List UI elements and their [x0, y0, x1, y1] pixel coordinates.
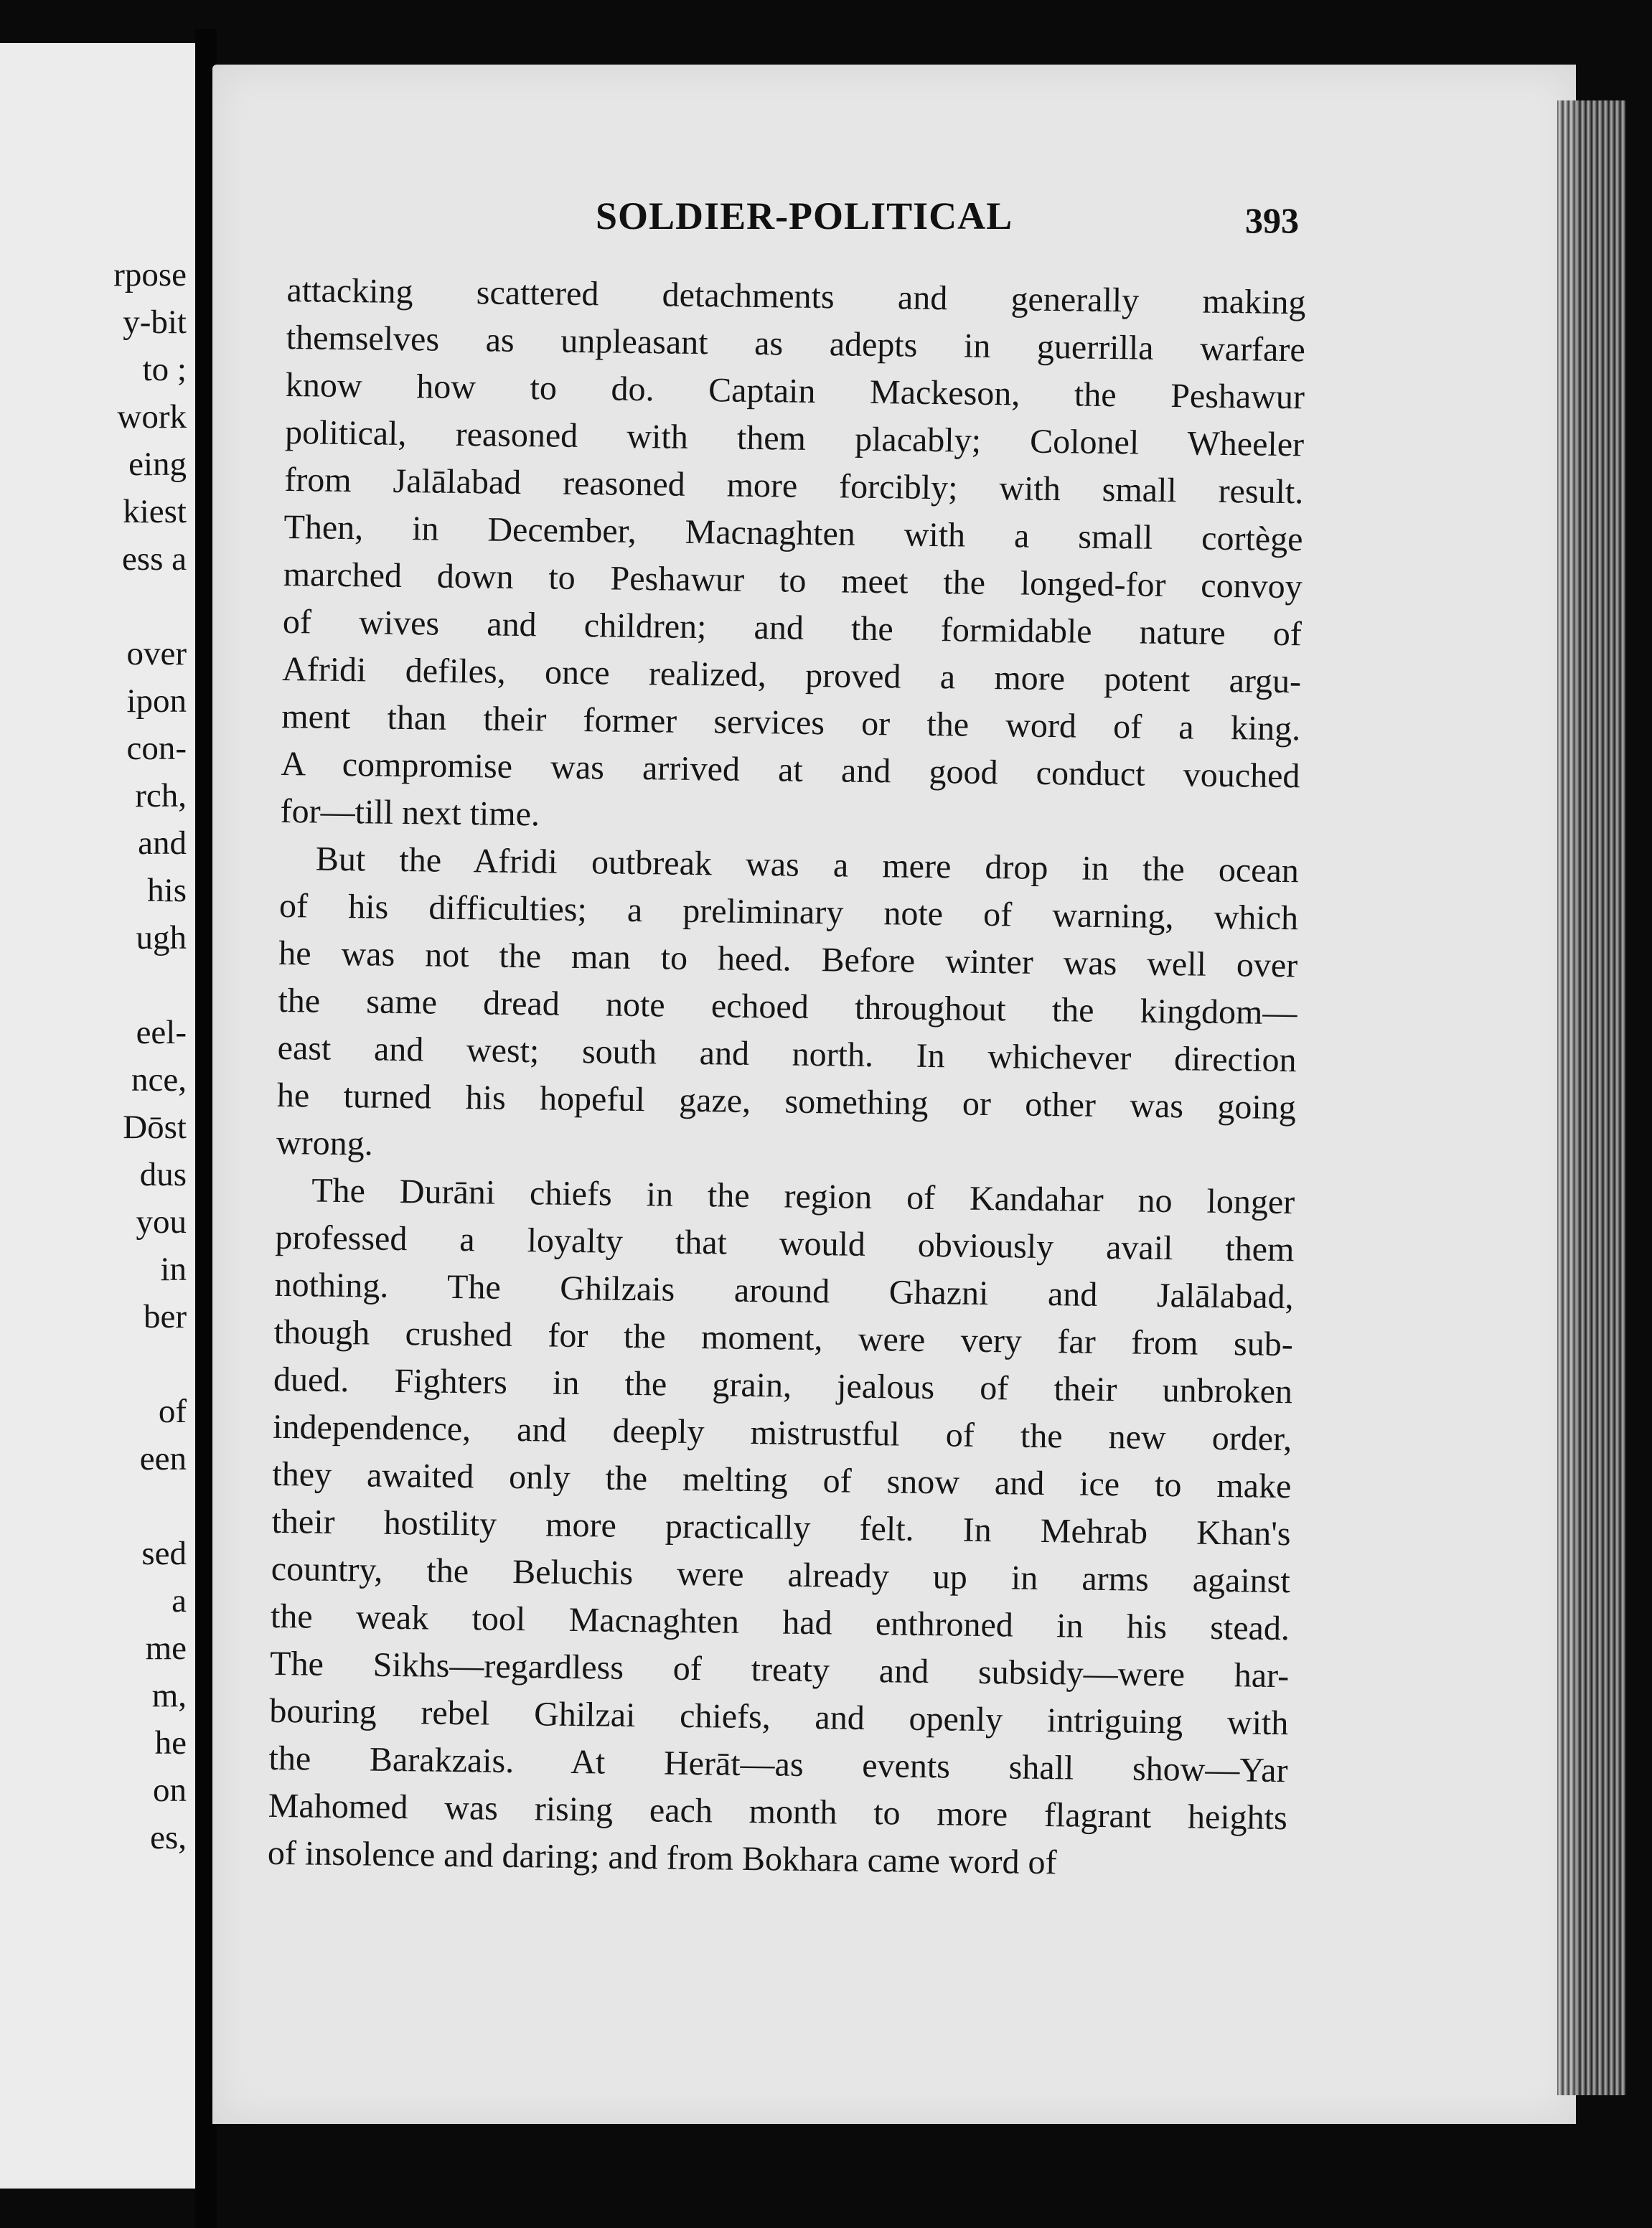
left-page-fragment [113, 1340, 187, 1388]
text-line: professed a loyalty that would obviously avail them [275, 1218, 1295, 1269]
left-page-fragment: nce, [131, 1061, 187, 1099]
left-page-fragment: y-bit [123, 304, 187, 341]
left-page-fragment: m, [151, 1677, 187, 1714]
text-line: their hostility more practically felt. In Mehrab Khan's [271, 1502, 1291, 1554]
paragraph [280, 267, 1306, 847]
left-page-fragment: rpose [113, 256, 187, 293]
text-line: ment than their former services or the word of a king. [281, 697, 1301, 748]
left-page-fragment: es, [150, 1819, 187, 1856]
left-page-fragment: you [136, 1203, 187, 1241]
left-page-fragment [113, 962, 187, 1009]
left-page-fragment: een [139, 1440, 187, 1477]
text-line: A compromise was arrived at and good conduct vouched [281, 744, 1300, 796]
page-number: 393 [1245, 200, 1299, 240]
text-line: he was not the man to heed. Before winter was well over [278, 934, 1298, 985]
left-page-fragment: Dōst [123, 1109, 187, 1146]
left-page-text-fragments [113, 251, 187, 1861]
text-line: of his difficulties; a preliminary note of warning, which [278, 886, 1299, 938]
text-line: for—till next time. [280, 791, 540, 834]
text-line: The Durāni chiefs in the region of Kandahar no longer [311, 1171, 1295, 1222]
left-page-fragment: rch, [135, 777, 187, 814]
text-line: the Barakzais. At Herāt—as events shall show—Yar [268, 1739, 1288, 1790]
text-line: bouring rebel Ghilzai chiefs, and openly intriguing with [269, 1691, 1289, 1743]
left-page-fragment: work [117, 398, 187, 436]
text-line: But the Afridi outbreak was a mere drop in the ocean [315, 840, 1300, 890]
paragraph [276, 835, 1300, 1179]
text-line: though crushed for the moment, were very far from sub- [273, 1312, 1294, 1364]
text-line: the same dread note echoed throughout the kingdom— [278, 981, 1297, 1033]
text-line: the weak tool Macnaghten had enthroned in his stead. [270, 1597, 1290, 1648]
left-page-fragment: ugh [136, 919, 187, 956]
text-line: east and west; south and north. In whichever direction [277, 1028, 1297, 1080]
left-page-fragment [113, 1482, 187, 1530]
text-line: he turned his hopeful gaze, something or other was going [276, 1076, 1297, 1127]
left-page-fragment: over [126, 635, 187, 672]
left-page-fragment: ipon [126, 682, 187, 720]
left-page-fragment: and [138, 824, 187, 862]
text-line: nothing. The Ghilzais around Ghazni and Jalālabad, [274, 1265, 1294, 1317]
left-page-fragment: his [147, 872, 187, 909]
text-line: political, reasoned with them placably; Colonel Wheeler [284, 413, 1305, 464]
left-page [0, 43, 195, 2189]
left-page-fragment: ess a [121, 540, 187, 578]
text-line: of wives and children; and the formidable nature of [282, 602, 1303, 654]
text-line: Afridi defiles, once realized, proved a more potent argu- [281, 649, 1302, 701]
left-page-fragment [113, 583, 187, 630]
left-page-fragment: to ; [142, 351, 187, 388]
left-page-fragment: dus [139, 1156, 187, 1193]
text-line: marched down to Peshawur to meet the longed-for convoy [283, 555, 1303, 606]
text-line: Mahomed was rising each month to more flagrant heights [268, 1786, 1288, 1838]
page-edges [1557, 100, 1625, 2095]
text-line: they awaited only the melting of snow and ice to make [272, 1454, 1292, 1506]
left-page-fragment: kiest [123, 493, 187, 530]
running-title: SOLDIER-POLITICAL [596, 194, 1013, 238]
left-page-fragment: he [154, 1724, 187, 1762]
text-line: country, the Beluchis were already up in arms against [271, 1549, 1291, 1601]
paragraph [268, 1167, 1295, 1889]
left-page-fragment: eel- [136, 1014, 187, 1051]
left-page-fragment: con- [126, 730, 187, 767]
text-line: attacking scattered detachments and generally making [286, 271, 1306, 322]
left-page-fragment: in [160, 1251, 187, 1288]
left-page-fragment: of [158, 1393, 187, 1430]
left-page-fragment: ber [143, 1298, 187, 1335]
text-line: themselves as unpleasant as adepts in guerrilla warfare [286, 318, 1306, 370]
left-page-fragment: eing [128, 446, 187, 483]
left-page-fragment: sed [141, 1535, 187, 1572]
text-line: The Sikhs—regardless of treaty and subsidy—were har- [269, 1644, 1290, 1696]
text-line: Then, in December, Macnaghten with a small cortège [283, 507, 1303, 559]
text-line: know how to do. Captain Mackeson, the Peshawur [285, 365, 1305, 417]
text-line: of insolence and daring; and from Bokhara came word of [267, 1833, 1057, 1882]
text-line: dued. Fighters in the grain, jealous of their unbroken [273, 1360, 1293, 1411]
text-line: wrong. [276, 1123, 374, 1163]
text-line: independence, and deeply mistrustful of the new order, [272, 1407, 1292, 1459]
text-line: from Jalālabad reasoned more forcibly; with small result. [284, 460, 1304, 512]
left-page-fragment: a [172, 1582, 187, 1620]
left-page-fragment: on [153, 1772, 187, 1809]
left-page-fragment: me [145, 1630, 187, 1667]
body-text [268, 267, 1306, 1889]
